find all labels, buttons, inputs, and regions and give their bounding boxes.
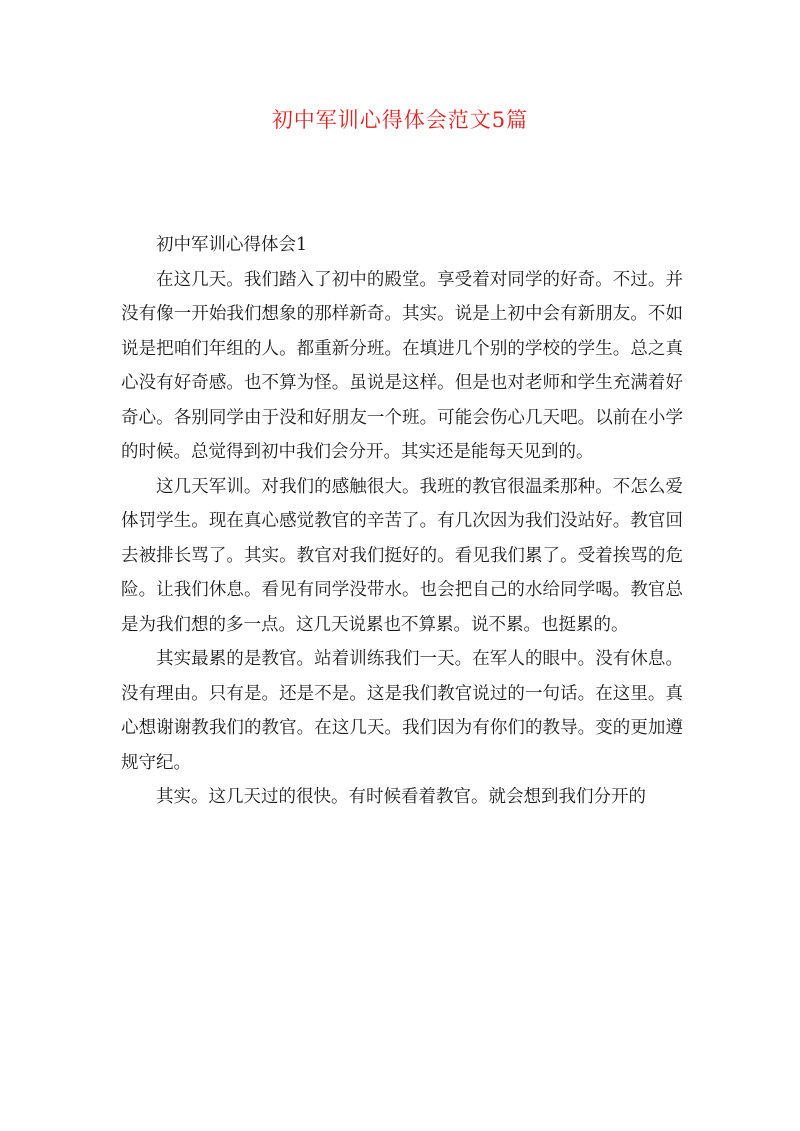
paragraph-3: 其实最累的是教官。站着训练我们一天。在军人的眼中。没有休息。没有理由。只有是。还是不是。这是我们教官说过的一句话。在这里。真心想谢谢教我们的教官。在这几天。我们因为有你们的教导。变的更加遵规守纪。 — [121, 649, 683, 773]
document-body — [121, 228, 683, 815]
paragraph-2: 这几天军训。对我们的感触很大。我班的教官很温柔那种。不怎么爱体罚学生。现在真心感觉教官的辛苦了。有几次因为我们没站好。教官回去被排长骂了。其实。教官对我们挺好的。看见我们累了。受着挨骂的危险。让我们休息。看见有同学没带水。也会把自己的水给同学喝。教官总是为我们想的多一点。这几天说累也不算累。说不累。也挺累的。 — [121, 476, 683, 635]
paragraph-4: 其实。这几天过的很快。有时候看着教官。就会想到我们分开的 — [156, 787, 646, 807]
paragraph-1: 在这几天。我们踏入了初中的殿堂。享受着对同学的好奇。不过。并没有像一开始我们想象的那样新奇。其实。说是上初中会有新朋友。不如说是把咱们年组的人。都重新分班。在填进几个别的学校的学生。总之真心没有好奇感。也不算为怪。虽说是这样。但是也对老师和学生充满着好奇心。各别同学由于没和好朋友一个班。可能会伤心几天吧。以前在小学的时候。总觉得到初中我们会分开。其实还是能每天见到的。 — [121, 269, 683, 462]
document-title: 初中军训心得体会范文5篇 — [271, 108, 529, 132]
section-heading: 初中军训心得体会1 — [156, 235, 308, 255]
